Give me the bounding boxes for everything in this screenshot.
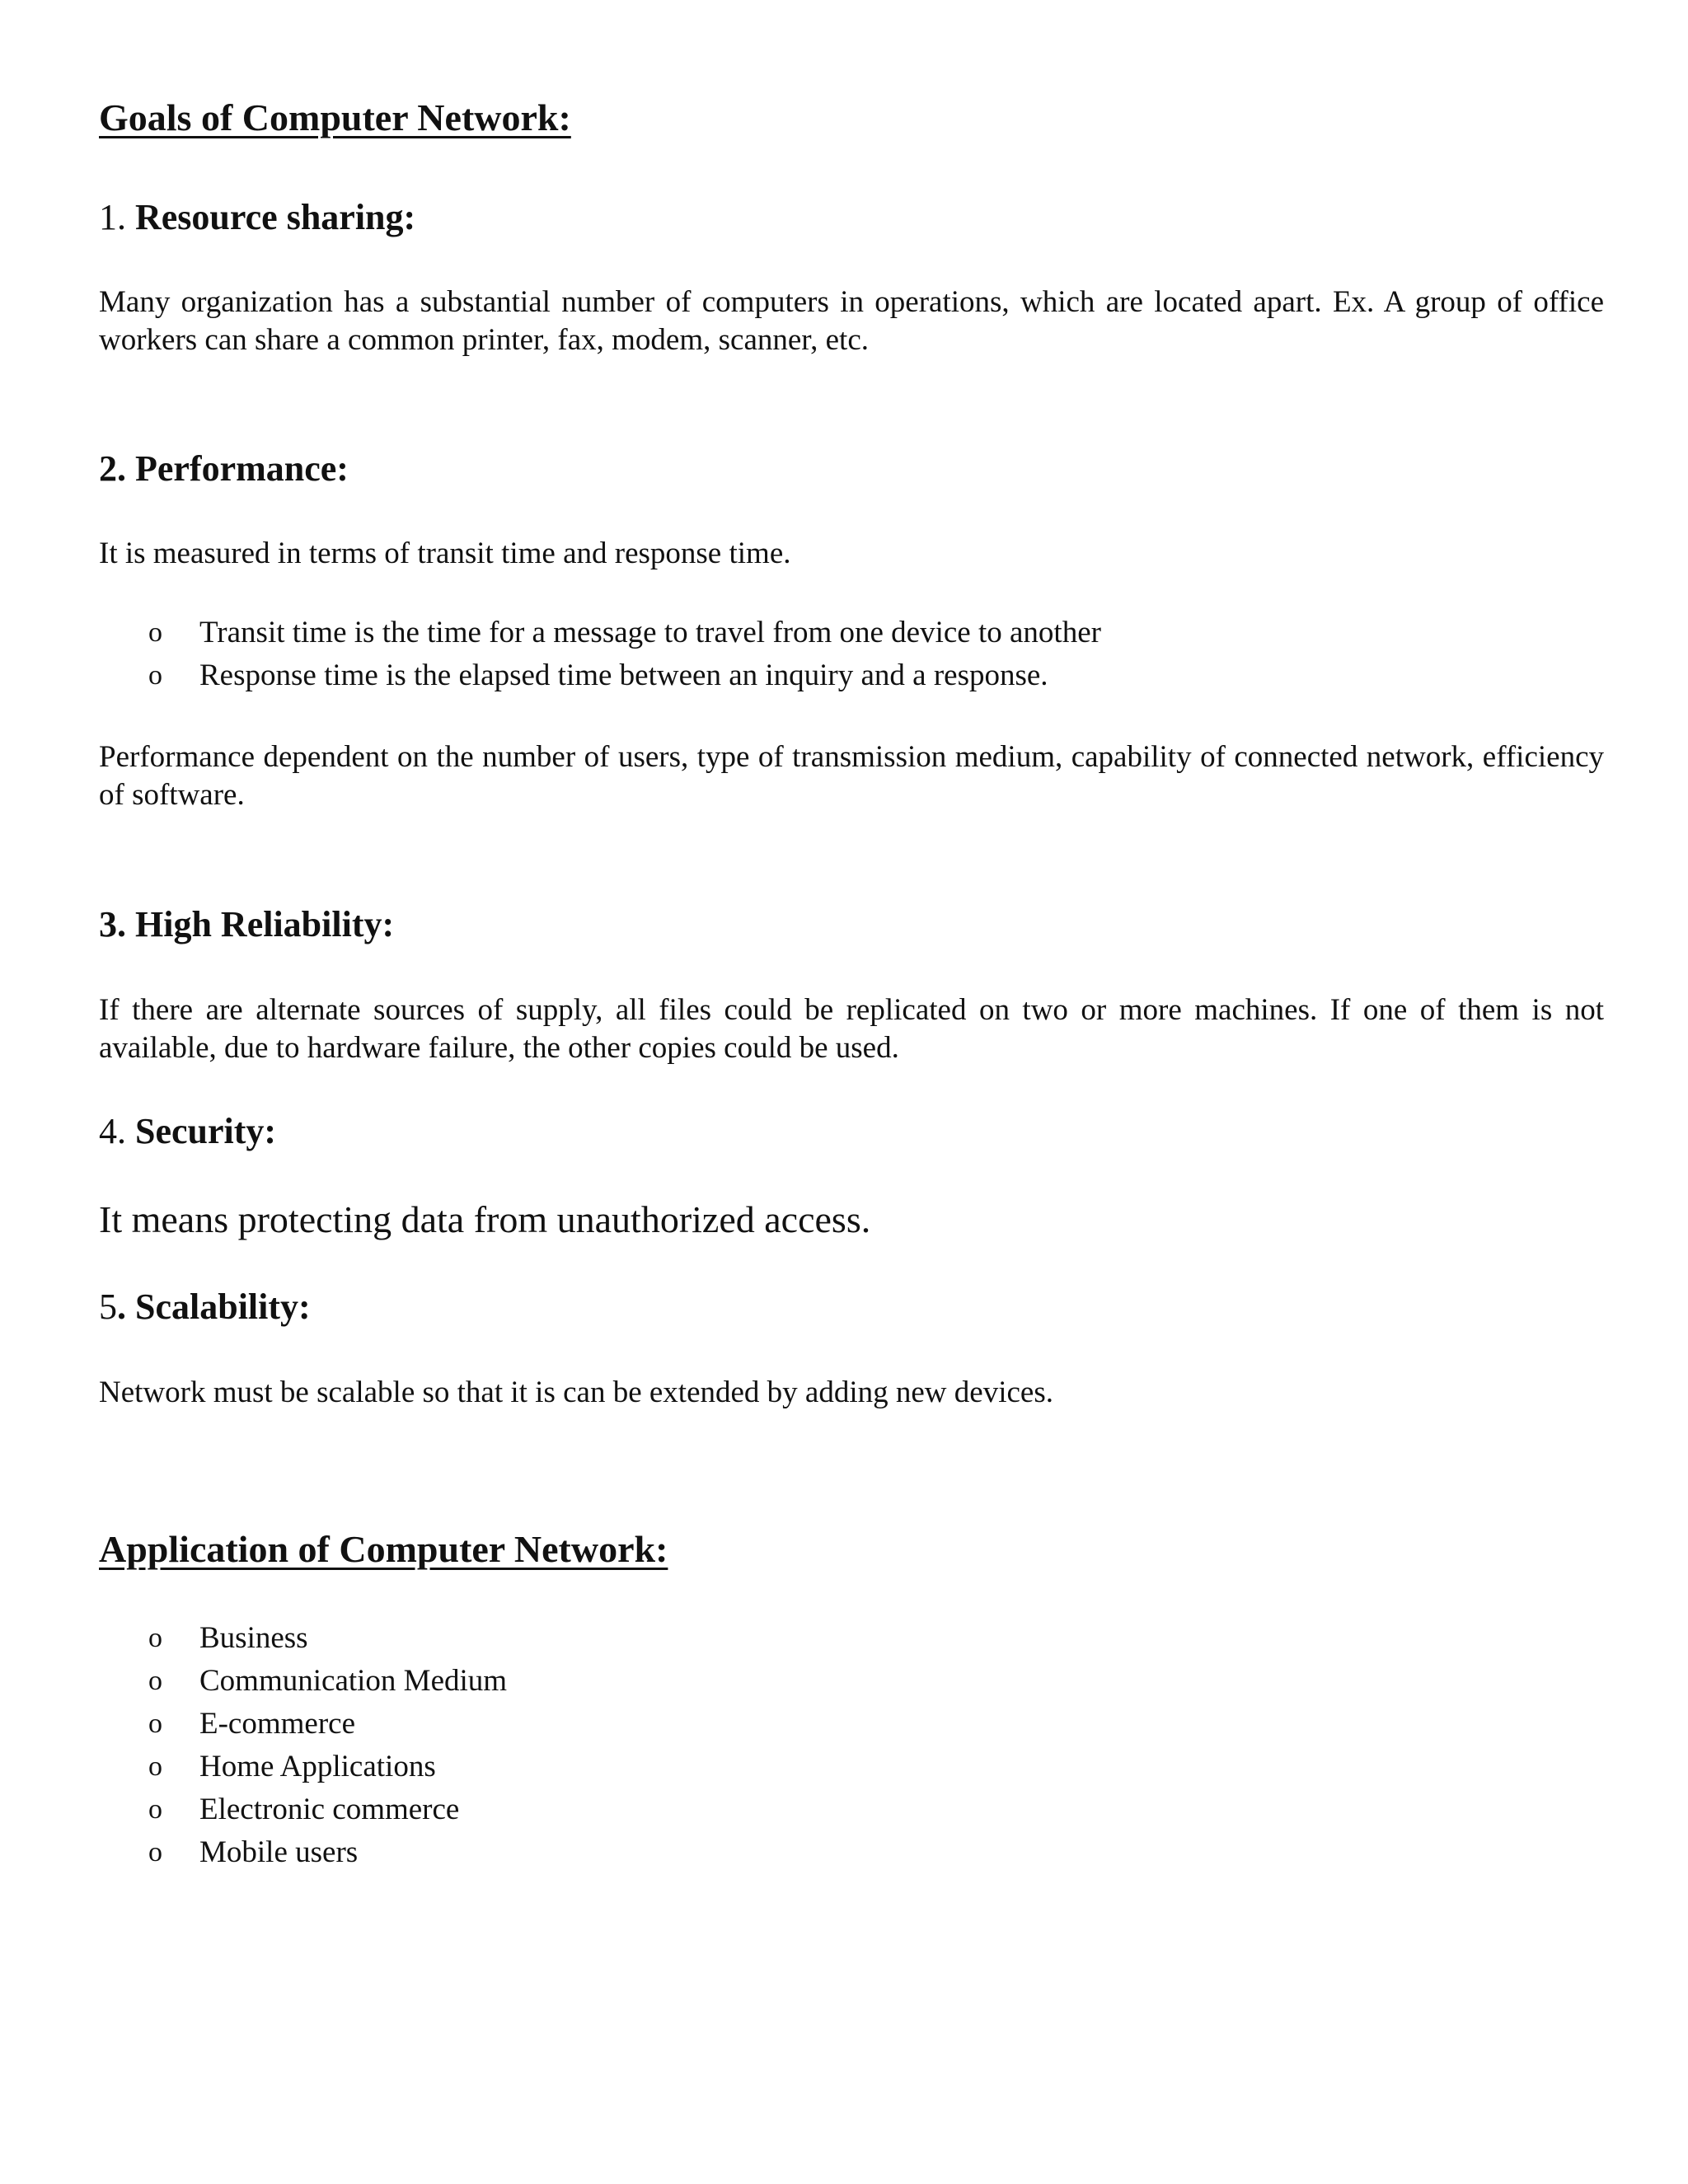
list-item [148, 654, 1385, 697]
list-item-text: Electronic commerce [199, 1793, 460, 1826]
list-item [148, 612, 1385, 654]
list-item-text: Home Applications [199, 1750, 436, 1783]
bullet-icon: o [148, 1623, 162, 1653]
bullet-icon: o [148, 1751, 162, 1782]
section-heading-scalability [99, 1286, 311, 1328]
list-item-text: Transit time is the time for a message to travel from one device to another [199, 616, 1101, 649]
section-heading-high-reliability [99, 903, 394, 945]
performance-bullet-list [148, 612, 1385, 697]
list-item [148, 1746, 890, 1788]
high-reliability-paragraph: If there are alternate sources of supply, all files could be replicated on two or more machines. If one of them is not available, due to hardware failure, the other copies could be used. [99, 993, 1604, 1065]
applications-bullet-list [148, 1617, 890, 1874]
bullet-icon: o [148, 1837, 162, 1868]
list-item [148, 1660, 890, 1703]
list-item-text: Mobile users [199, 1835, 359, 1869]
list-item-text: Communication Medium [199, 1664, 508, 1698]
list-item [148, 1703, 890, 1746]
section-title: . Scalability: [117, 1286, 311, 1327]
applications-title: Application of Computer Network: [99, 1528, 668, 1570]
list-item-text: Business [199, 1621, 308, 1655]
security-paragraph: It means protecting data from unauthorized access. [99, 1198, 871, 1240]
section-number: 2. [99, 448, 135, 489]
section-number: 1. [99, 197, 135, 237]
section-number: 3. [99, 904, 135, 944]
bullet-icon: o [148, 1708, 162, 1739]
section-heading-performance [99, 448, 349, 490]
section-title: High Reliability: [135, 904, 395, 944]
list-item-text: E-commerce [199, 1707, 355, 1741]
list-item [148, 1788, 890, 1831]
section-title: Resource sharing: [135, 197, 416, 237]
goals-title: Goals of Computer Network: [99, 96, 571, 138]
section-heading-security [99, 1110, 276, 1152]
list-item [148, 1831, 890, 1874]
bullet-icon: o [148, 660, 162, 691]
performance-paragraph: It is measured in terms of transit time and response time. [99, 537, 791, 570]
performance-paragraph-2: Performance dependent on the number of users, type of transmission medium, capability of connected network, efficiency of software. [99, 740, 1604, 812]
bullet-icon: o [148, 617, 162, 648]
scalability-paragraph: Network must be scalable so that it is can be extended by adding new devices. [99, 1376, 1053, 1409]
section-title: Security: [135, 1111, 277, 1151]
bullet-icon: o [148, 1794, 162, 1825]
resource-sharing-paragraph: Many organization has a substantial number of computers in operations, which are located apart. Ex. A group of office workers can share a common printer, fax, modem, scanner, etc. [99, 285, 1604, 357]
list-item-text: Response time is the elapsed time between an inquiry and a response. [199, 658, 1048, 692]
section-number: 4. [99, 1111, 135, 1151]
list-item [148, 1617, 890, 1660]
bullet-icon: o [148, 1666, 162, 1696]
section-heading-resource-sharing [99, 196, 415, 238]
section-title: Performance: [135, 448, 349, 489]
section-number: 5 [99, 1286, 117, 1327]
